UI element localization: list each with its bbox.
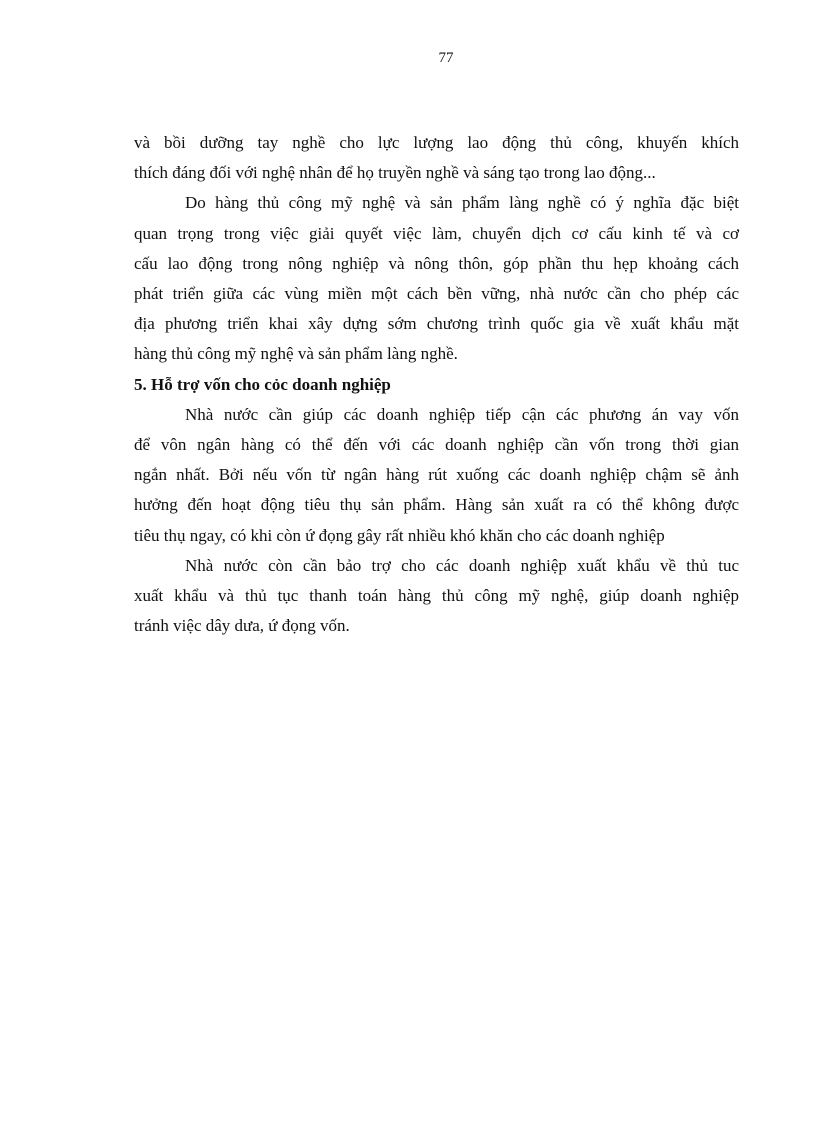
paragraph-export-support	[134, 551, 739, 642]
body-text	[134, 128, 739, 641]
text-line: tránh việc dây dưa, ứ đọng vốn.	[134, 616, 350, 636]
text-line: hàng thủ công mỹ nghệ và sản phẩm làng nghề.	[134, 344, 458, 364]
text-line: hưởng đến hoạt động tiêu thụ sản phẩm. Hàng sản xuất ra có thể không được	[134, 495, 739, 515]
text-line: Nhà nước còn cần bảo trợ cho các doanh nghiệp xuất khẩu về thủ tuc	[185, 555, 739, 575]
text-line: và bồi dưỡng tay nghề cho lực lượng lao động thủ công, khuyến khích	[134, 133, 739, 152]
paragraph-continuation	[134, 128, 739, 188]
text-line: Do hàng thủ công mỹ nghệ và sản phẩm làng nghề có ý nghĩa đặc biệt	[185, 193, 739, 213]
text-line: quan trọng trong việc giải quyết việc làm, chuyển dịch cơ cấu kinh tế và cơ	[134, 223, 739, 243]
text-line: xuất khẩu và thủ tục thanh toán hàng thủ công mỹ nghệ, giúp doanh nghiệp	[134, 586, 739, 606]
text-line: địa phương triển khai xây dựng sớm chương trình quốc gia về xuất khẩu mặt	[134, 314, 739, 334]
text-line: tiêu thụ ngay, có khi còn ứ đọng gây rất nhiều khó khăn cho các doanh nghiệp	[134, 525, 665, 545]
section-heading: 5. Hỗ trợ vốn cho cỏc doanh nghiệp	[134, 374, 391, 394]
text-line: để vôn ngân hàng có thể đến với các doanh nghiệp cần vốn trong thời gian	[134, 435, 739, 455]
page-number: 77	[438, 50, 454, 66]
text-line: phát triển giữa các vùng miền một cách bền vững, nhà nước cần cho phép các	[134, 284, 739, 304]
text-line: ngắn nhất. Bởi nếu vốn từ ngân hàng rút xuống các doanh nghiệp chậm sẽ ảnh	[134, 465, 739, 485]
text-line: thích đáng đối với nghệ nhân để họ truyền nghề và sáng tạo trong lao động...	[134, 163, 656, 183]
text-line: cấu lao động trong nông nghiệp và nông thôn, góp phần thu hẹp khoảng cách	[134, 253, 739, 273]
paragraph-loan-access	[134, 400, 739, 551]
text-line: Nhà nước cần giúp các doanh nghiệp tiếp cận các phương án vay vốn	[185, 404, 739, 424]
paragraph-handicraft-importance	[134, 188, 739, 369]
